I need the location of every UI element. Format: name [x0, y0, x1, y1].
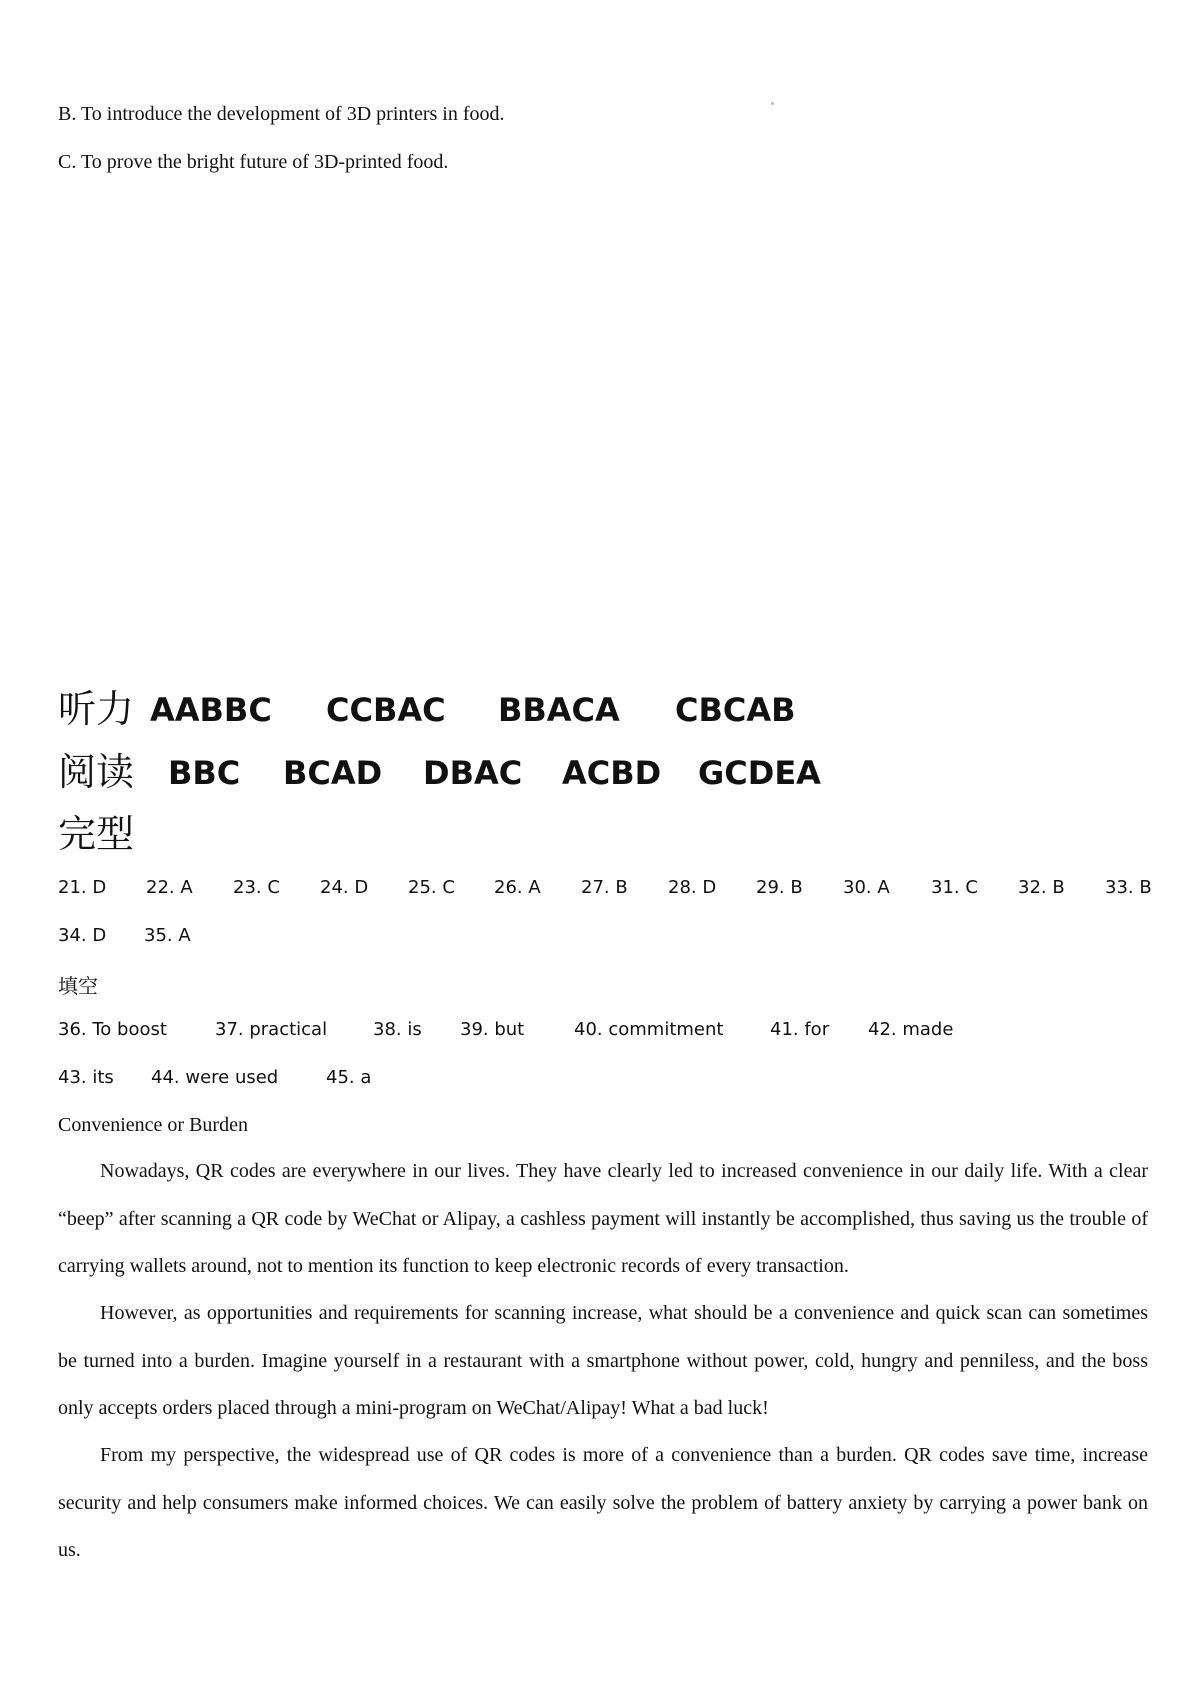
cloze-answer: 30. A [843, 877, 890, 898]
option-c: C. To prove the bright future of 3D-printed food. [58, 151, 449, 173]
speck-mark [771, 102, 774, 105]
fill-answer: 41. for [770, 1019, 830, 1040]
reading-group: GCDEA [698, 754, 821, 792]
fill-answer: 43. its [58, 1067, 114, 1088]
fill-answer: 40. commitment [574, 1019, 724, 1040]
reading-group: DBAC [423, 754, 523, 792]
cloze-answer: 22. A [146, 877, 193, 898]
listening-group: BBACA [498, 691, 620, 729]
cloze-label: 完型 [58, 812, 135, 856]
listening-answers [58, 687, 858, 734]
essay-paragraph: However, as opportunities and requirements for scanning increase, what should be a convenience and quick scan can sometimes be turned into a burden. Imagine yourself in a restaurant with a smartphone without power, cold, hungry and penniless, and the boss only accepts orders placed through a mini-program on WeChat/Alipay! What a bad luck! [58, 1302, 1148, 1419]
cloze-answers-row [58, 877, 1158, 901]
cloze-answer: 23. C [233, 877, 280, 898]
cloze-answer: 33. B [1105, 877, 1152, 898]
listening-group: CBCAB [675, 691, 796, 729]
listening-label: 听力 [58, 687, 135, 731]
reading-label: 阅读 [58, 750, 135, 794]
fill-label: 填空 [58, 974, 98, 998]
fill-answers-row [58, 1019, 1158, 1043]
fill-answer: 42. made [868, 1019, 954, 1040]
fill-answer: 38. is [373, 1019, 422, 1040]
fill-answer: 36. To boost [58, 1019, 167, 1040]
essay-title: Convenience or Burden [58, 1114, 248, 1136]
cloze-answer: 28. D [668, 877, 717, 898]
cloze-answer: 31. C [931, 877, 978, 898]
cloze-answer: 32. B [1018, 877, 1065, 898]
cloze-answers-row [58, 925, 1158, 949]
listening-group: CCBAC [326, 691, 446, 729]
essay-paragraph: Nowadays, QR codes are everywhere in our lives. They have clearly led to increased convenience in our daily life. With a clear “beep” after scanning a QR code by WeChat or Alipay, a cashless payment will instantly be accomplished, thus saving us the trouble of carrying wallets around, not to mention its function to keep electronic records of every transaction. [58, 1160, 1148, 1277]
essay-paragraph: From my perspective, the widespread use of QR codes is more of a convenience than a burden. QR codes save time, increase security and help consumers make informed choices. We can easily solve the problem of battery anxiety by carrying a power bank on us. [58, 1444, 1148, 1561]
reading-group: BCAD [283, 754, 383, 792]
cloze-answer: 21. D [58, 877, 107, 898]
cloze-answer: 24. D [320, 877, 369, 898]
fill-answer: 45. a [326, 1067, 372, 1088]
fill-answer: 37. practical [215, 1019, 328, 1040]
cloze-heading [58, 812, 135, 856]
reading-group: ACBD [562, 754, 662, 792]
cloze-answer: 27. B [581, 877, 628, 898]
fill-answer: 44. were used [151, 1067, 279, 1088]
cloze-answer: 34. D [58, 925, 107, 946]
fill-answers-row [58, 1067, 1158, 1091]
cloze-answer: 29. B [756, 877, 803, 898]
reading-group: BBC [168, 754, 241, 792]
option-b: B. To introduce the development of 3D printers in food. [58, 103, 505, 125]
cloze-answer: 26. A [494, 877, 541, 898]
listening-group: AABBC [150, 691, 272, 729]
reading-answers [58, 750, 858, 797]
fill-answer: 39. but [460, 1019, 525, 1040]
cloze-answer: 25. C [408, 877, 455, 898]
cloze-answer: 35. A [144, 925, 191, 946]
